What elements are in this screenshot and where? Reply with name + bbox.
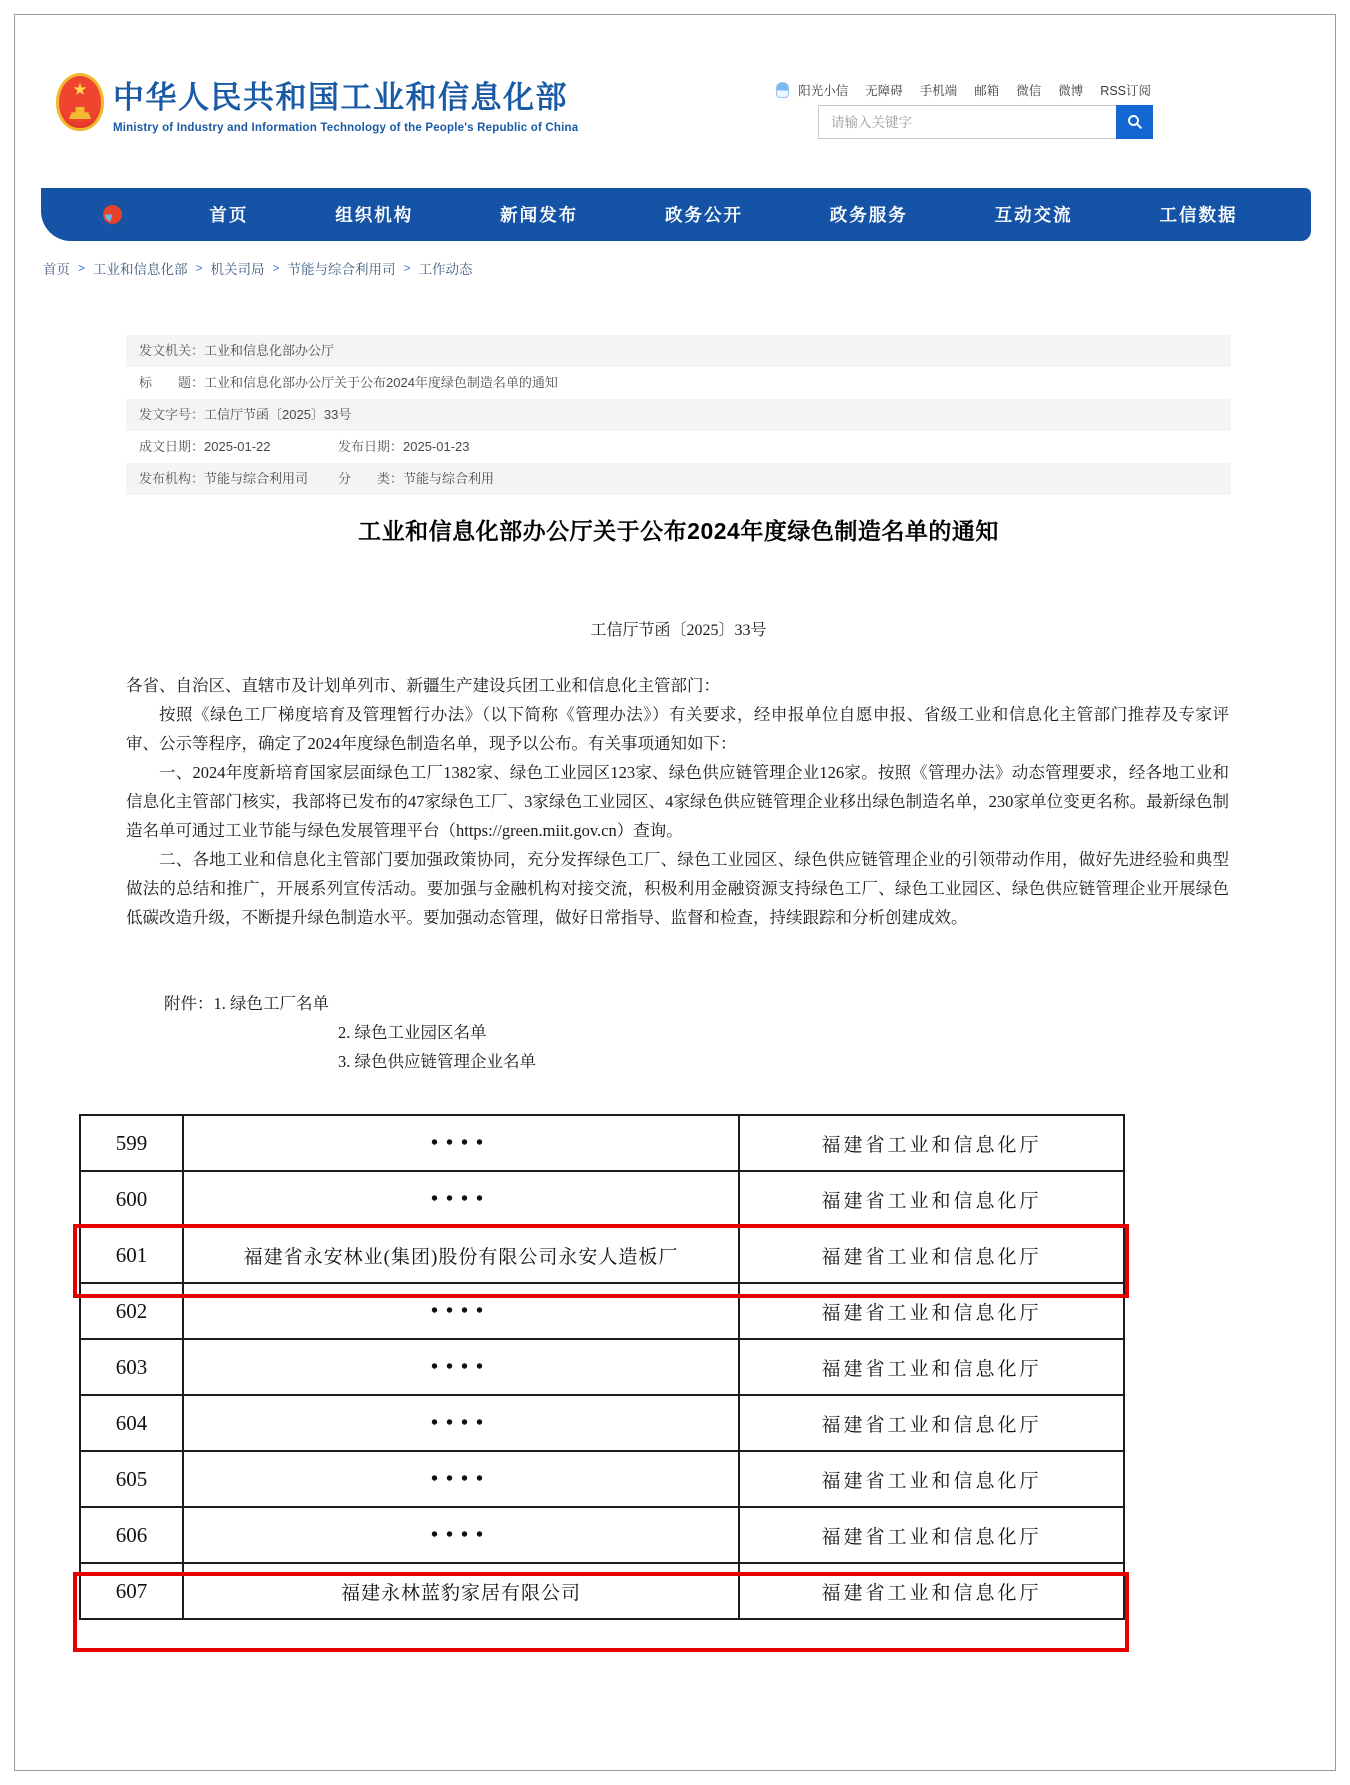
document-title: 工业和信息化部办公厅关于公布2024年度绿色制造名单的通知 (358, 518, 999, 544)
recommending-org: 福建省工业和信息化厅 (739, 1171, 1124, 1227)
recommending-org: 福建省工业和信息化厅 (739, 1563, 1124, 1619)
meta-label: 分 类： (338, 471, 404, 486)
meta-label: 发文字号： (139, 407, 205, 422)
table-row (80, 1395, 1124, 1451)
document-number: 工信厅节函〔2025〕33号 (590, 622, 767, 639)
meta-value: 节能与综合利用司 (204, 471, 309, 486)
row-number: 599 (80, 1115, 183, 1171)
meta-row-doc-number (126, 399, 1231, 431)
quick-link-rss[interactable]: RSS订阅 (1100, 84, 1151, 98)
company-name: •••• (183, 1171, 739, 1227)
recommending-org: 福建省工业和信息化厅 (739, 1227, 1124, 1283)
green-factory-table (79, 1114, 1125, 1620)
highlight-box-row-601 (73, 1224, 1129, 1298)
site-brand (113, 72, 578, 134)
paragraph-1: 按照《绿色工厂梯度培育及管理暂行办法》（以下简称《管理办法》）有关要求，经申报单位自愿申报、省级工业和信息化主管部门推荐及专家评审、公示等程序，确定了2024年度绿色制造名单，现予以公布。有关事项通知如下： (126, 705, 1229, 753)
breadcrumb-energy-dept[interactable]: 节能与综合利用司 (287, 262, 396, 277)
table-row (80, 1171, 1124, 1227)
meta-value: 工信厅节函〔2025〕33号 (204, 407, 352, 422)
row-number: 606 (80, 1507, 183, 1563)
row-number: 600 (80, 1171, 183, 1227)
company-name: •••• (183, 1339, 739, 1395)
mascot-icon (776, 82, 789, 98)
recommending-org: 福建省工业和信息化厅 (739, 1451, 1124, 1507)
meta-value: 工业和信息化部办公厅关于公布2024年度绿色制造名单的通知 (204, 375, 558, 390)
document-body (126, 671, 1229, 932)
nav-item-gov-services[interactable]: 政务服务 (829, 205, 908, 225)
breadcrumb-departments[interactable]: 机关司局 (210, 262, 265, 277)
meta-value: 2025-01-22 (204, 439, 271, 454)
table-row (80, 1115, 1124, 1171)
quick-link-weibo[interactable]: 微博 (1058, 84, 1084, 98)
miit-logo-icon (99, 201, 126, 228)
row-number: 607 (80, 1563, 183, 1619)
main-nav (41, 188, 1311, 241)
meta-label: 标 题： (139, 375, 205, 390)
meta-value: 2025-01-23 (403, 439, 470, 454)
nav-item-home[interactable]: 首页 (209, 205, 249, 225)
table-row (80, 1339, 1124, 1395)
national-emblem-icon (56, 73, 104, 131)
quick-link-wechat[interactable]: 微信 (1016, 84, 1042, 98)
breadcrumb-home[interactable]: 首页 (43, 262, 70, 277)
breadcrumb-separator: > (272, 261, 280, 275)
row-number: 603 (80, 1339, 183, 1395)
search-input[interactable] (818, 105, 1153, 139)
site-title: 中华人民共和国工业和信息化部 (113, 80, 568, 115)
nav-items (126, 202, 1311, 227)
paragraph-3: 二、各地工业和信息化主管部门要加强政策协同，充分发挥绿色工厂、绿色工业园区、绿色供应链管理企业的引领带动作用，做好先进经验和典型做法的总结和推广，开展系列宣传活动。要加强与金融机构对接交流，积极利用金融资源支持绿色工厂、绿色工业园区、绿色供应链管理企业开展绿色低碳改造升级，不断提升绿色制造水平。要加强动态管理，做好日常指导、监督和检查，持续跟踪和分析创建成效。 (126, 850, 1229, 927)
nav-item-gov-disclosure[interactable]: 政务公开 (664, 205, 743, 225)
row-number: 604 (80, 1395, 183, 1451)
meta-label: 发布机构： (139, 471, 205, 486)
quick-link-accessibility[interactable]: 无障碍 (865, 84, 903, 98)
breadcrumb (43, 258, 473, 278)
table-row (80, 1451, 1124, 1507)
meta-row-dates (126, 431, 1231, 463)
meta-label: 发布日期： (338, 439, 404, 454)
quick-link-mobile[interactable]: 手机端 (919, 84, 958, 98)
meta-value: 节能与综合利用 (403, 471, 495, 486)
table-row (80, 1507, 1124, 1563)
recommending-org: 福建省工业和信息化厅 (739, 1115, 1124, 1171)
document-meta (126, 335, 1231, 495)
nav-item-news[interactable]: 新闻发布 (500, 205, 579, 225)
meta-pair-category (338, 463, 494, 495)
quick-link-mail[interactable]: 邮箱 (974, 84, 1000, 98)
site-subtitle: Ministry of Industry and Information Technology of the People's Republic of China (113, 122, 579, 134)
search-icon (1126, 113, 1144, 131)
company-name: •••• (183, 1115, 739, 1171)
search-button[interactable] (1116, 105, 1153, 139)
quick-link-sunshine[interactable]: 阳光小信 (798, 84, 849, 98)
company-name: •••• (183, 1395, 739, 1451)
nav-item-organization[interactable]: 组织机构 (335, 205, 414, 225)
meta-row-issuing-office (126, 335, 1231, 367)
recommending-org: 福建省工业和信息化厅 (739, 1339, 1124, 1395)
attachment-3: 3. 绿色供应链管理企业名单 (338, 1052, 536, 1071)
company-name: 福建省永安林业(集团)股份有限公司永安人造板厂 (183, 1227, 739, 1283)
meta-row-title (126, 367, 1231, 399)
meta-label: 发文机关： (139, 343, 205, 358)
company-name: •••• (183, 1451, 739, 1507)
breadcrumb-separator: > (78, 261, 86, 275)
recommending-org: 福建省工业和信息化厅 (739, 1507, 1124, 1563)
company-name: 福建永林蓝豹家居有限公司 (183, 1563, 739, 1619)
paragraph-2: 一、2024年度新培育国家层面绿色工厂1382家、绿色工业园区123家、绿色供应链管理企业126家。按照《管理办法》动态管理要求，经各地工业和信息化主管部门核实，我部将已发布的47家绿色工厂、3家绿色工业园区、4家绿色供应链管理企业移出绿色制造名单，230家单位变更名称。最新绿色制造名单可通过工业节能与绿色发展管理平台（https://green.miit.gov.cn）查询。 (126, 763, 1229, 840)
quick-links (776, 81, 1151, 99)
row-number: 601 (80, 1227, 183, 1283)
recommending-org: 福建省工业和信息化厅 (739, 1395, 1124, 1451)
breadcrumb-separator: > (403, 261, 411, 275)
salutation: 各省、自治区、直辖市及计划单列市、新疆生产建设兵团工业和信息化主管部门： (126, 676, 720, 695)
nav-item-miit-data[interactable]: 工信数据 (1159, 205, 1238, 225)
company-name: •••• (183, 1507, 739, 1563)
nav-item-interaction[interactable]: 互动交流 (994, 205, 1073, 225)
recommending-org: 福建省工业和信息化厅 (739, 1283, 1124, 1339)
attachment-2: 2. 绿色工业园区名单 (338, 1023, 487, 1042)
meta-pair-publish-date (338, 431, 470, 463)
page-frame (14, 14, 1336, 1771)
company-name: •••• (183, 1283, 739, 1339)
search-bar (818, 105, 1153, 139)
row-number: 605 (80, 1451, 183, 1507)
meta-value: 工业和信息化部办公厅 (204, 343, 335, 358)
attachments (126, 989, 1229, 1076)
breadcrumb-miit[interactable]: 工业和信息化部 (93, 262, 188, 277)
row-number: 602 (80, 1283, 183, 1339)
meta-label: 成文日期： (139, 439, 205, 454)
breadcrumb-current: 工作动态 (418, 262, 473, 277)
highlight-box-row-607 (73, 1572, 1129, 1652)
meta-row-publisher (126, 463, 1231, 495)
attachment-1: 附件：1. 绿色工厂名单 (164, 994, 329, 1013)
breadcrumb-separator: > (195, 261, 203, 275)
